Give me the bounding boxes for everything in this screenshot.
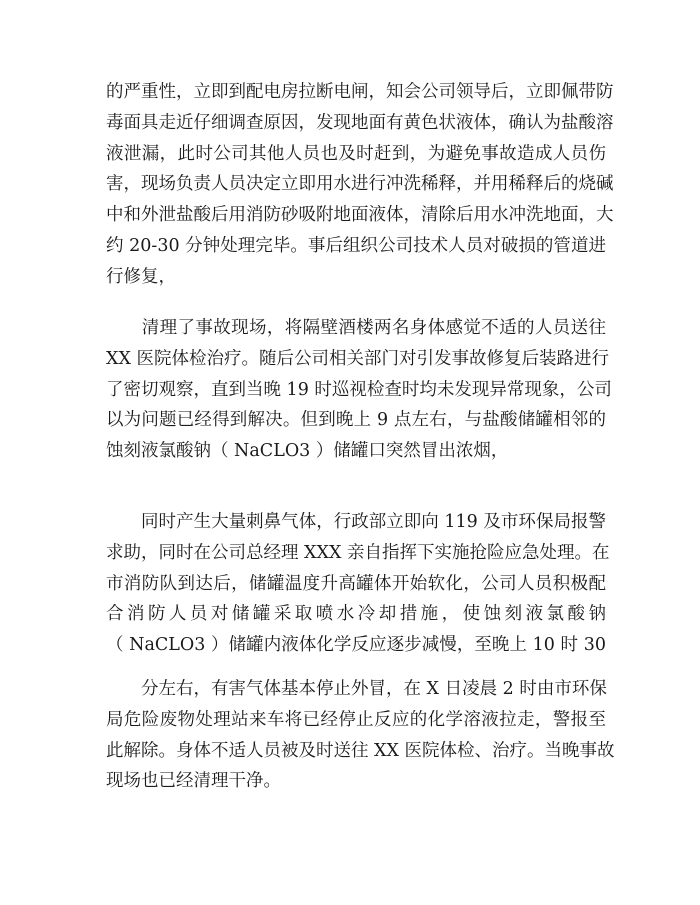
text-line: 清理了事故现场，将隔壁酒楼两名身体感觉不适的人员送往	[106, 318, 606, 338]
text-line: 局危险废物处理站来车将已经停止反应的化学溶液拉走，警报至	[106, 709, 606, 730]
text-line: 毒面具走近仔细调查原因，发现地面有黄色状液体，确认为盐酸溶	[106, 112, 614, 133]
text-line: 了密切观察，直到当晚 19 时巡视检查时均未发现异常现象，公司	[106, 379, 612, 400]
text-line: 以为问题已经得到解决。但到晚上 9 点左右，与盐酸储罐相邻的	[106, 410, 606, 431]
text-line: 市消防队到达后，储罐温度升高罐体开始软化，公司人员积极配	[106, 573, 606, 594]
text-line: 害，现场负责人员决定立即用水进行冲洗稀释，并用稀释后的烧碱	[106, 174, 614, 195]
text-line: 蚀刻液氯酸钠（ NaCLO3 ）储罐口突然冒出浓烟，	[106, 441, 509, 462]
paragraph-3	[106, 507, 610, 661]
text-line: 分左右，有害气体基本停止外冒，在 X 日凌晨 2 时由市环保	[106, 679, 607, 699]
text-line: 现场也已经清理干净。	[106, 771, 281, 792]
text-line: 合消防人员对储罐采取喷水冷却措施，使蚀刻液氯酸钠	[106, 604, 606, 625]
text-line: 约 20-30 分钟处理完毕。事后组织公司技术人员对破损的管道进	[106, 235, 606, 256]
paragraph-4	[106, 674, 615, 797]
text-line: 行修复，	[106, 266, 176, 287]
text-line: 此解除。身体不适人员被及时送往 XX 医院体检、治疗。当晚事故	[106, 740, 615, 761]
paragraph-1	[106, 77, 614, 293]
text-line: 的严重性，立即到配电房拉断电闸，知会公司领导后，立即佩带防	[106, 82, 614, 102]
text-line: 求助，同时在公司总经理 XXX 亲自指挥下实施抢险应急处理。在	[106, 542, 610, 563]
paragraph-2	[106, 313, 612, 467]
text-line: 液泄漏，此时公司其他人员也及时赶到，为避免事故造成人员伤	[106, 143, 606, 164]
text-line: 中和外泄盐酸后用消防砂吸附地面液体，清除后用水冲洗地面，大	[106, 205, 614, 226]
text-line: 同时产生大量刺鼻气体，行政部立即向 119 及市环保局报警	[106, 512, 606, 532]
text-line: （ NaCLO3 ）储罐内液体化学反应逐步减慢，至晚上 10 时 30	[106, 635, 606, 656]
text-line: XX 医院体检治疗。随后公司相关部门对引发事故修复后装路进行	[106, 348, 609, 369]
